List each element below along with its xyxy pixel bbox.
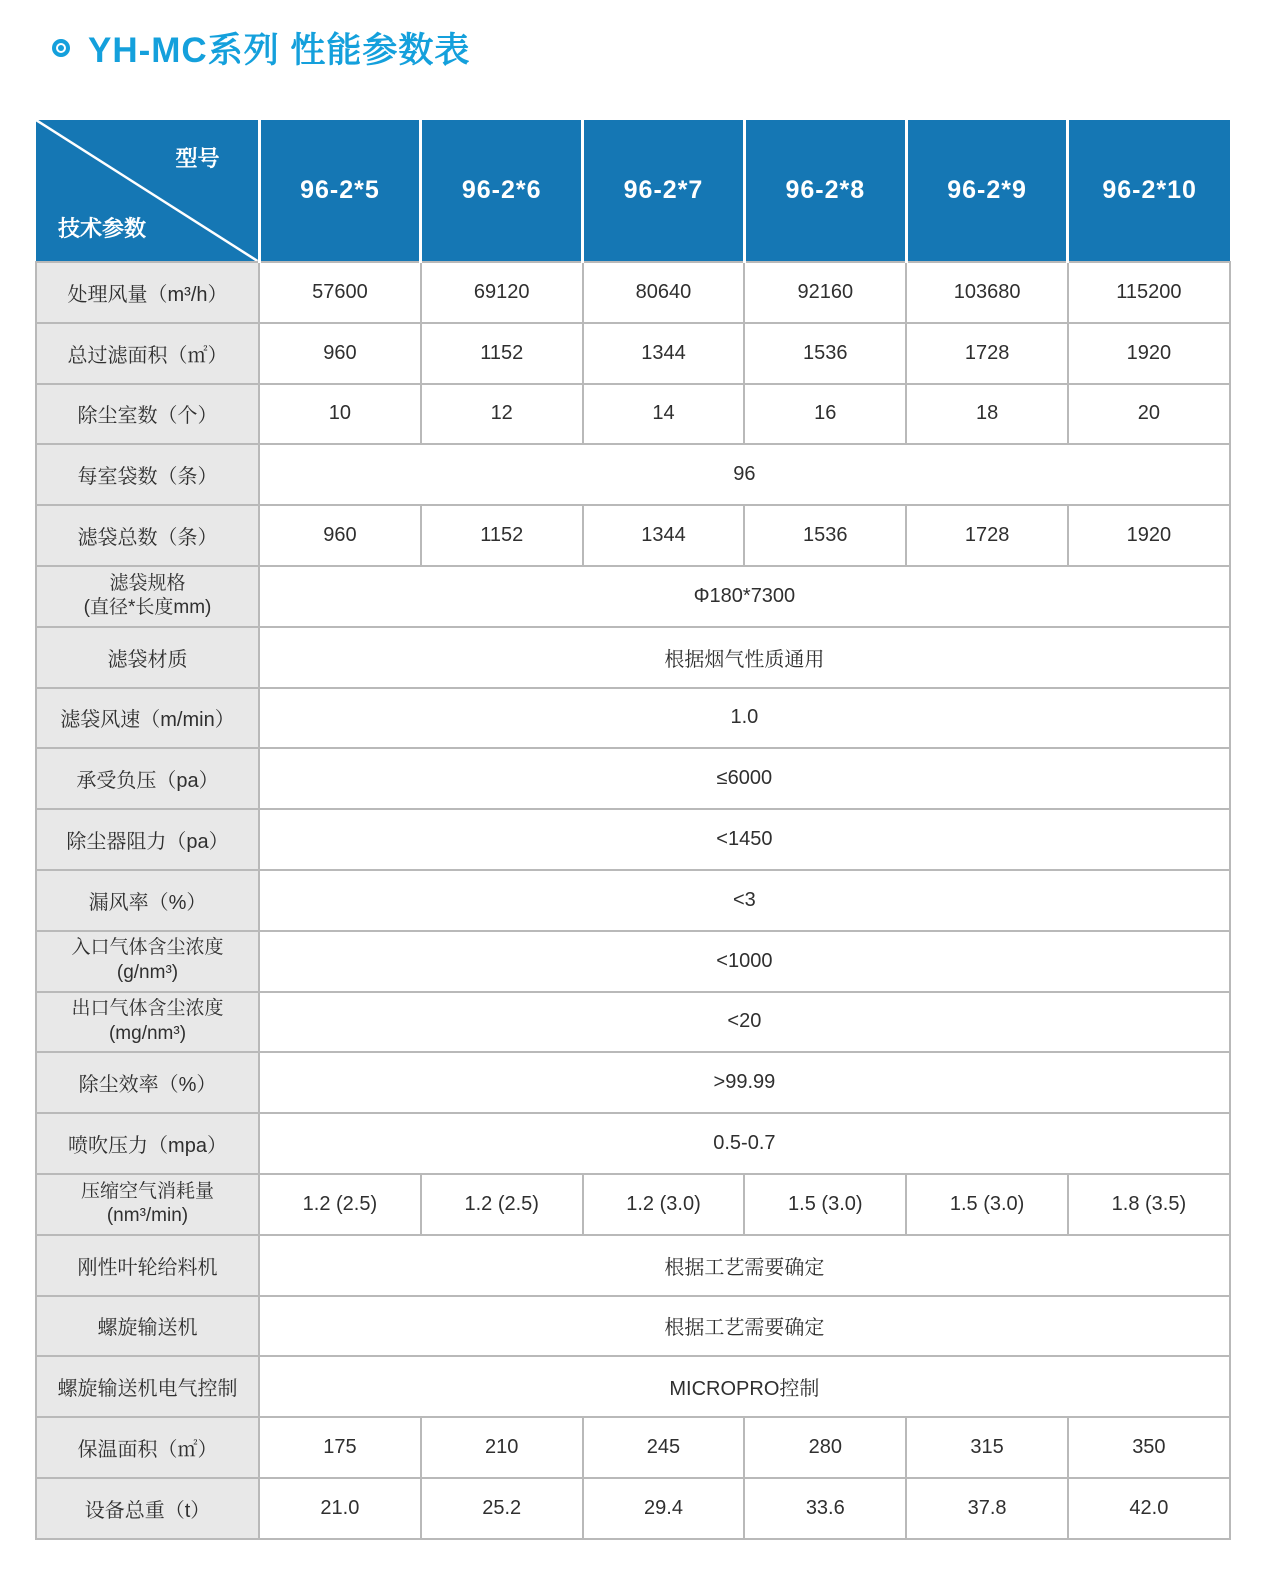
cell-value: 10	[259, 384, 421, 445]
spec-table-head	[36, 120, 1230, 262]
cell-value: 315	[906, 1417, 1068, 1478]
row-span-value: <20	[259, 992, 1230, 1053]
row-label: 螺旋输送机	[36, 1296, 259, 1357]
table-row-3	[36, 384, 1230, 445]
corner-label-model: 型号	[175, 146, 220, 171]
row-span-value: Φ180*7300	[259, 566, 1230, 627]
cell-value: 103680	[906, 262, 1068, 323]
table-header-row	[36, 120, 1230, 262]
cell-value: 1.5 (3.0)	[906, 1174, 1068, 1235]
row-span-value: 根据工艺需要确定	[259, 1296, 1230, 1357]
table-row-19	[36, 1356, 1230, 1417]
row-label: 压缩空气消耗量 (nm³/min)	[36, 1174, 259, 1235]
row-label: 除尘效率（%）	[36, 1052, 259, 1113]
column-header-2: 96-2*6	[421, 120, 583, 262]
cell-value: 1920	[1068, 505, 1230, 566]
cell-value: 1.2 (3.0)	[583, 1174, 745, 1235]
row-label: 入口气体含尘浓度 (g/nm³)	[36, 931, 259, 992]
row-span-value: ≤6000	[259, 748, 1230, 809]
table-row-5	[36, 505, 1230, 566]
cell-value: 29.4	[583, 1478, 745, 1539]
row-span-value: >99.99	[259, 1052, 1230, 1113]
cell-value: 960	[259, 323, 421, 384]
cell-value: 25.2	[421, 1478, 583, 1539]
cell-value: 245	[583, 1417, 745, 1478]
row-span-value: 1.0	[259, 688, 1230, 749]
row-label: 总过滤面积（㎡）	[36, 323, 259, 384]
row-label: 漏风率（%）	[36, 870, 259, 931]
table-row-14	[36, 1052, 1230, 1113]
row-label: 处理风量（m³/h）	[36, 262, 259, 323]
cell-value: 57600	[259, 262, 421, 323]
row-span-value: <1450	[259, 809, 1230, 870]
row-label: 滤袋总数（条）	[36, 505, 259, 566]
column-header-6: 96-2*10	[1068, 120, 1230, 262]
cell-value: 1344	[583, 505, 745, 566]
cell-value: 1536	[744, 323, 906, 384]
page-title: YH-MC系列 性能参数表	[88, 31, 471, 70]
row-span-value: MICROPRO控制	[259, 1356, 1230, 1417]
table-row-10	[36, 809, 1230, 870]
cell-value: 14	[583, 384, 745, 445]
row-span-value: <1000	[259, 931, 1230, 992]
spec-table-body	[36, 262, 1230, 1539]
row-span-value: 根据工艺需要确定	[259, 1235, 1230, 1296]
corner-label-parameters: 技术参数	[58, 216, 147, 241]
row-label: 喷吹压力（mpa）	[36, 1113, 259, 1174]
row-label: 保温面积（㎡）	[36, 1417, 259, 1478]
row-label: 除尘器阻力（pa）	[36, 809, 259, 870]
row-label: 滤袋规格 (直径*长度mm)	[36, 566, 259, 627]
cell-value: 1728	[906, 505, 1068, 566]
table-row-9	[36, 748, 1230, 809]
table-row-13	[36, 992, 1230, 1053]
column-header-4: 96-2*8	[744, 120, 906, 262]
table-row-17	[36, 1235, 1230, 1296]
cell-value: 175	[259, 1417, 421, 1478]
cell-value: 1.5 (3.0)	[744, 1174, 906, 1235]
cell-value: 210	[421, 1417, 583, 1478]
row-label: 出口气体含尘浓度 (mg/nm³)	[36, 992, 259, 1053]
row-label: 设备总重（t）	[36, 1478, 259, 1539]
cell-value: 350	[1068, 1417, 1230, 1478]
column-header-5: 96-2*9	[906, 120, 1068, 262]
bullseye-icon	[52, 39, 70, 57]
cell-value: 1152	[421, 505, 583, 566]
table-row-7	[36, 627, 1230, 688]
row-label: 滤袋材质	[36, 627, 259, 688]
cell-value: 1536	[744, 505, 906, 566]
cell-value: 20	[1068, 384, 1230, 445]
table-row-2	[36, 323, 1230, 384]
row-span-value: 96	[259, 444, 1230, 505]
row-label: 承受负压（pa）	[36, 748, 259, 809]
header-corner-cell	[36, 120, 259, 262]
table-row-15	[36, 1113, 1230, 1174]
row-label: 螺旋输送机电气控制	[36, 1356, 259, 1417]
column-header-3: 96-2*7	[583, 120, 745, 262]
row-span-value: 0.5-0.7	[259, 1113, 1230, 1174]
cell-value: 1344	[583, 323, 745, 384]
table-row-18	[36, 1296, 1230, 1357]
spec-table	[35, 120, 1231, 1540]
cell-value: 16	[744, 384, 906, 445]
row-span-value: <3	[259, 870, 1230, 931]
cell-value: 21.0	[259, 1478, 421, 1539]
row-label: 刚性叶轮给料机	[36, 1235, 259, 1296]
cell-value: 1920	[1068, 323, 1230, 384]
table-row-16	[36, 1174, 1230, 1235]
table-row-12	[36, 931, 1230, 992]
cell-value: 1.2 (2.5)	[259, 1174, 421, 1235]
cell-value: 1.8 (3.5)	[1068, 1174, 1230, 1235]
cell-value: 69120	[421, 262, 583, 323]
cell-value: 960	[259, 505, 421, 566]
table-row-1	[36, 262, 1230, 323]
row-label: 滤袋风速（m/min）	[36, 688, 259, 749]
cell-value: 1728	[906, 323, 1068, 384]
cell-value: 33.6	[744, 1478, 906, 1539]
page-title-row	[52, 26, 1264, 70]
cell-value: 280	[744, 1417, 906, 1478]
cell-value: 80640	[583, 262, 745, 323]
cell-value: 115200	[1068, 262, 1230, 323]
cell-value: 12	[421, 384, 583, 445]
column-header-1: 96-2*5	[259, 120, 421, 262]
cell-value: 1152	[421, 323, 583, 384]
cell-value: 18	[906, 384, 1068, 445]
cell-value: 1.2 (2.5)	[421, 1174, 583, 1235]
table-row-6	[36, 566, 1230, 627]
table-row-8	[36, 688, 1230, 749]
row-label: 每室袋数（条）	[36, 444, 259, 505]
row-span-value: 根据烟气性质通用	[259, 627, 1230, 688]
table-row-11	[36, 870, 1230, 931]
cell-value: 42.0	[1068, 1478, 1230, 1539]
table-row-21	[36, 1478, 1230, 1539]
cell-value: 92160	[744, 262, 906, 323]
cell-value: 37.8	[906, 1478, 1068, 1539]
table-row-20	[36, 1417, 1230, 1478]
table-row-4	[36, 444, 1230, 505]
row-label: 除尘室数（个）	[36, 384, 259, 445]
